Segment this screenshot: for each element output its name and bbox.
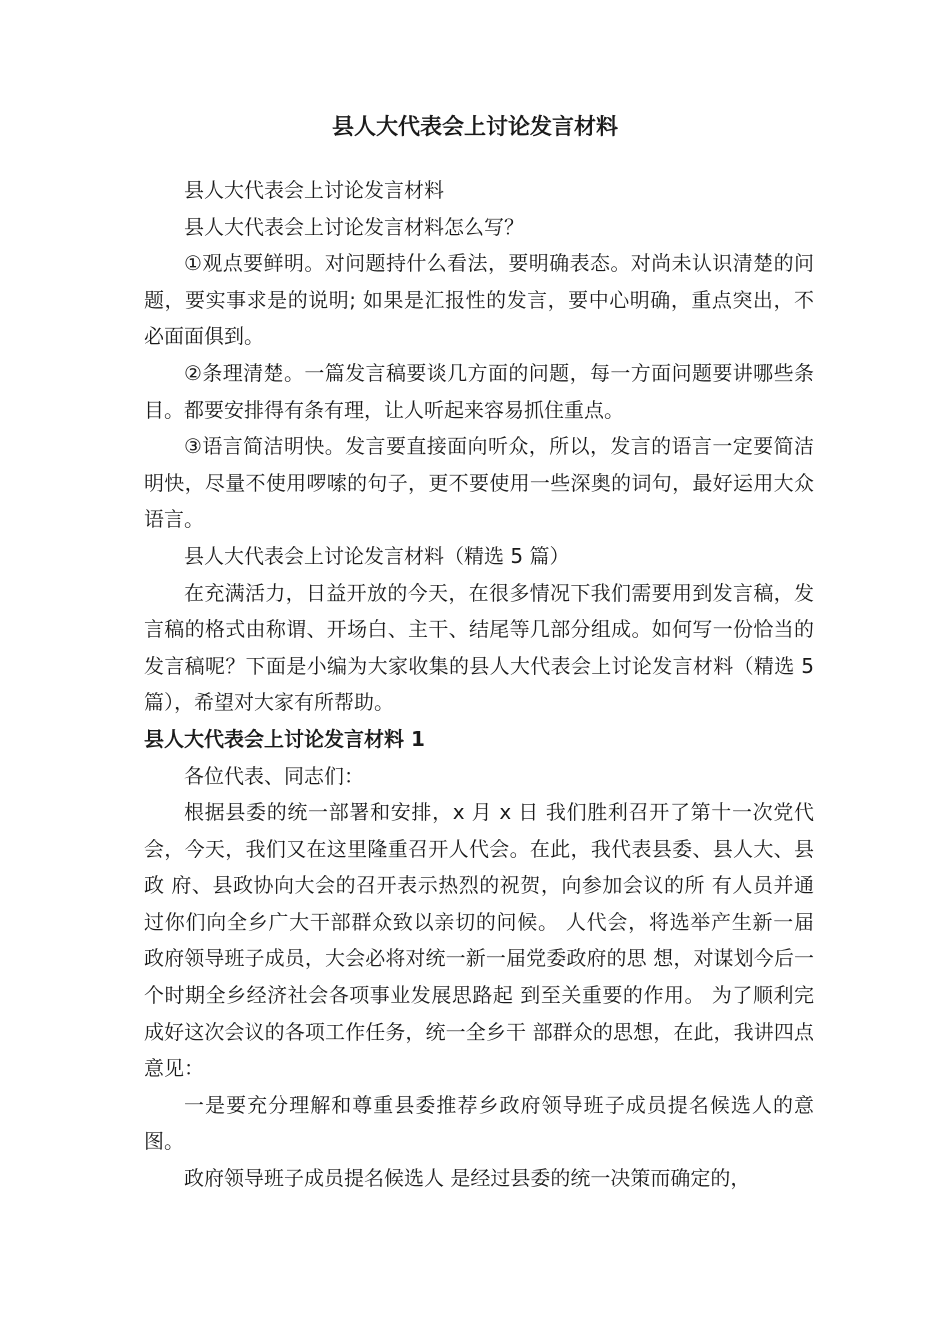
- paragraph: 根据县委的统一部署和安排，x 月 x 日 我们胜利召开了第十一次党代会，今天，我们又在这里隆重召开人代会。在此，我代表县委、县人大、县政 府、县政协向大会的召开表示热烈的祝贺，向参加会议的所 有人员并通过你们向全乡广大干部群众致以亲切的问候。 人代会，将选举产生新一届 政府领导班子成员，大会必将对统一新一届党委政府的思 想，对谋划今后一个时期全乡经济社会各项事业发展思路起 到至关重要的作用。 为了顺利完成好这次会议的各项工作任务，统一全乡干 部群众的思想，在此，我讲四点意见：: [144, 800, 814, 1081]
- document-title: 县人大代表会上讨论发言材料: [331, 115, 618, 140]
- paragraph: 县人大代表会上讨论发言材料怎么写？: [184, 214, 524, 239]
- section-heading: 县人大代表会上讨论发言材料 1: [144, 726, 425, 751]
- paragraph: 县人大代表会上讨论发言材料（精选 5 篇）: [184, 543, 570, 568]
- paragraph: 一是要充分理解和尊重县委推荐乡政府领导班子成员提名候选人的意图。: [144, 1092, 814, 1154]
- paragraph: 政府领导班子成员提名候选人 是经过县委的统一决策而确定的，: [184, 1166, 751, 1191]
- paragraph: ②条理清楚。一篇发言稿要谈几方面的问题，每一方面问题要讲哪些条目。都要安排得有条有理，让人听起来容易抓住重点。: [144, 360, 814, 422]
- paragraph: 县人大代表会上讨论发言材料: [184, 178, 444, 202]
- paragraph: ①观点要鲜明。对问题持什么看法，要明确表态。对尚未认识清楚的问题，要实事求是的说明; 如果是汇报性的发言，要中心明确，重点突出，不必面面俱到。: [144, 251, 814, 349]
- paragraph: 各位代表、同志们：: [184, 763, 364, 788]
- document-body: [144, 172, 814, 1197]
- paragraph: 在充满活力，日益开放的今天，在很多情况下我们需要用到发言稿，发言稿的格式由称谓、开场白、主干、结尾等几部分组成。如何写一份恰当的发言稿呢？下面是小编为大家收集的县人大代表会上讨论发言材料（精选 5 篇），希望对大家有所帮助。: [144, 580, 814, 715]
- paragraph: ③语言简洁明快。发言要直接面向听众，所以，发言的语言一定要简洁明快，尽量不使用啰嗦的句子，更不要使用一些深奥的词句，最好运用大众语言。: [144, 434, 814, 532]
